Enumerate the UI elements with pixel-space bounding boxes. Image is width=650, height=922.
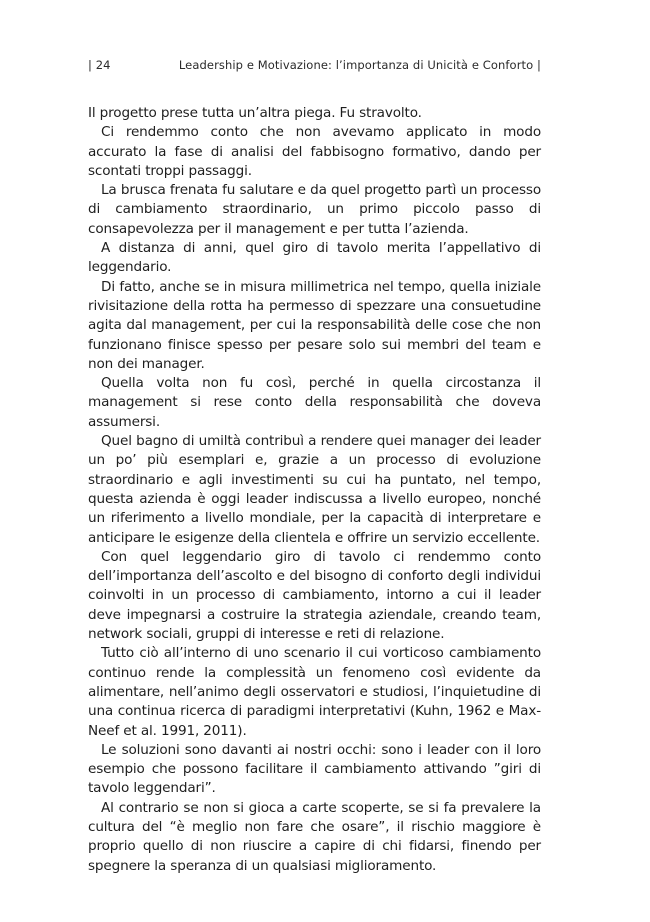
paragraph: Con quel leggendario giro di tavolo ci rendemmo conto dell’importanza dell’ascolto e del bisogno di conforto degli individui coinvolti in un processo di cambiamento, intorno a cui il leader deve impegnarsi a costruire la strategia aziendale, creando team, network sociali, gruppi di interesse e reti di relazione. bbox=[88, 548, 541, 643]
paragraph: Le soluzioni sono davanti ai nostri occhi: sono i leader con il loro esempio che possono facilitare il cambiamento attivando ”giri di tavolo leggendari”. bbox=[88, 741, 541, 797]
paragraph: Di fatto, anche se in misura millimetrica nel tempo, quella iniziale rivisitazione della rotta ha permesso di spezzare una consuetudine agita dal management, per cui la responsabilità delle cose che non funzionano finisce spesso per pesare solo sui membri del team e non dei manager. bbox=[88, 278, 541, 372]
running-header bbox=[88, 58, 541, 76]
paragraph: Il progetto prese tutta un’altra piega. Fu stravolto. bbox=[88, 105, 422, 121]
body-text bbox=[88, 104, 541, 876]
paragraph: Ci rendemmo conto che non avevamo applicato in modo accurato la fase di analisi del fabbisogno formativo, dando per scontati troppi passaggi. bbox=[88, 124, 541, 179]
paragraph: Tutto ciò all’interno di uno scenario il cui vorticoso cambiamento continuo rende la complessità un fenomeno così evidente da alimentare, nell’animo degli osservatori e studiosi, l’inquietudine di una continua ricerca di paradigmi interpretativi (Kuhn, 1962 e Max-Neef et al. 1991, 2011). bbox=[88, 645, 541, 739]
paragraph: A distanza di anni, quel giro di tavolo merita l’appellativo di leggendario. bbox=[88, 240, 541, 276]
paragraph: Quel bagno di umiltà contribuì a rendere quei manager dei leader un po’ più esemplari e, grazie a un processo di evoluzione straordinario e agli investimenti su cui ha puntato, nel tempo, questa azienda è oggi leader indiscussa a livello europeo, nonché un riferimento a livello mondiale, per la capacità di interpretare e anticipare le esigenze della clientela e offrire un servizio eccellente. bbox=[88, 433, 541, 546]
page-number: | 24 bbox=[88, 58, 111, 72]
paragraph: Al contrario se non si gioca a carte scoperte, se si fa prevalere la cultura del “è meglio non fare che osare”, il rischio maggiore è proprio quello di non riuscire a capire di chi fidarsi, finendo per spegnere la speranza di un qualsiasi miglioramento. bbox=[88, 799, 541, 874]
running-title: Leadership e Motivazione: l’importanza di Unicità e Conforto | bbox=[178, 58, 541, 72]
paragraph: Quella volta non fu così, perché in quella circostanza il management si rese conto della responsabilità che doveva assumersi. bbox=[88, 375, 541, 430]
paragraph: La brusca frenata fu salutare e da quel progetto partì un processo di cambiamento straordinario, un primo piccolo passo di consapevolezza per il management e per tutta l’azienda. bbox=[88, 182, 541, 237]
